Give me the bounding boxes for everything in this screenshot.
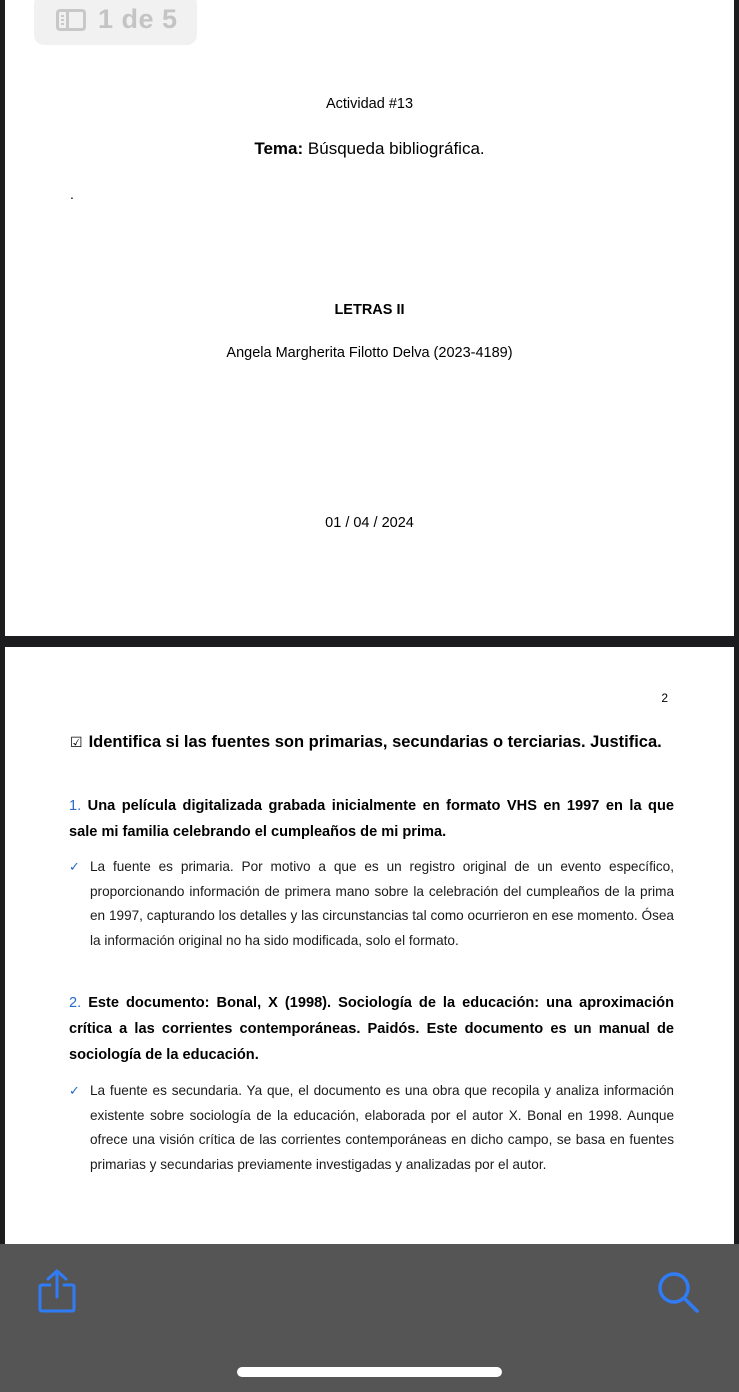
section-heading-text: Identifica si las fuentes son primarias, secundarias o terciarias. Justifica.: [88, 733, 662, 751]
question-text: Una película digitalizada grabada inicialmente en formato VHS en 1997 en la que sale mi familia celebrando el cumpleaños de mi prima.: [69, 798, 674, 840]
answer-2: [69, 1079, 674, 1177]
question-2: [69, 990, 674, 1068]
page-number: 2: [661, 691, 668, 705]
section-heading: [70, 733, 674, 752]
search-icon: [656, 1270, 700, 1314]
document-date: 01 / 04 / 2024: [325, 515, 414, 531]
activity-title: Actividad #13: [325, 96, 414, 112]
document-page-2[interactable]: [5, 647, 734, 1244]
subject-name: LETRAS II: [334, 302, 405, 318]
checkbox-icon: ☑: [70, 734, 83, 750]
question-number: 1.: [69, 798, 82, 814]
share-icon: [36, 1268, 78, 1314]
question-text: Este documento: Bonal, X (1998). Sociología de la educación: una aproximación crítica a las corrientes contemporáneas. Paidós. Este documento es un manual de sociología de la educación.: [69, 995, 674, 1063]
topic-value: Búsqueda bibliográfica.: [303, 139, 485, 158]
question-number: 2.: [69, 995, 82, 1011]
home-indicator[interactable]: [237, 1367, 502, 1377]
stray-dot: .: [70, 186, 74, 202]
document-page-1[interactable]: [5, 0, 734, 636]
page-count-label: 1 de 5: [98, 4, 178, 34]
question-1: [69, 793, 674, 845]
checkmark-icon: ✓: [69, 1083, 80, 1098]
search-button[interactable]: [656, 1270, 700, 1314]
checkmark-icon: ✓: [69, 859, 80, 874]
answer-text: La fuente es primaria. Por motivo a que es un registro original de un evento específico, proporcionando información de primera mano sobre la celebración del cumpleaños de la prima en 1997, capturando los detalles y las circunstancias tal como ocurrieron en ese momento. Ósea la información original no ha sido modificada, solo el formato.: [90, 859, 674, 948]
bottom-toolbar: [0, 1244, 739, 1392]
sidebar-icon: [56, 9, 86, 31]
topic-label: Tema:: [254, 139, 304, 158]
page-indicator[interactable]: [34, 0, 197, 45]
answer-1: [69, 855, 674, 953]
author-name: Angela Margherita Filotto Delva (2023-4189): [226, 345, 513, 361]
topic-line: [5, 139, 734, 159]
share-button[interactable]: [36, 1268, 78, 1314]
answer-text: La fuente es secundaria. Ya que, el documento es una obra que recopila y analiza información existente sobre sociología de la educación, elaborada por el autor X. Bonal en 1998. Aunque ofrece una visión crítica de las corrientes contemporáneas en dicho campo, se basa en fuentes primarias y secundarias previamente investigadas y analizadas por el autor.: [90, 1083, 674, 1172]
